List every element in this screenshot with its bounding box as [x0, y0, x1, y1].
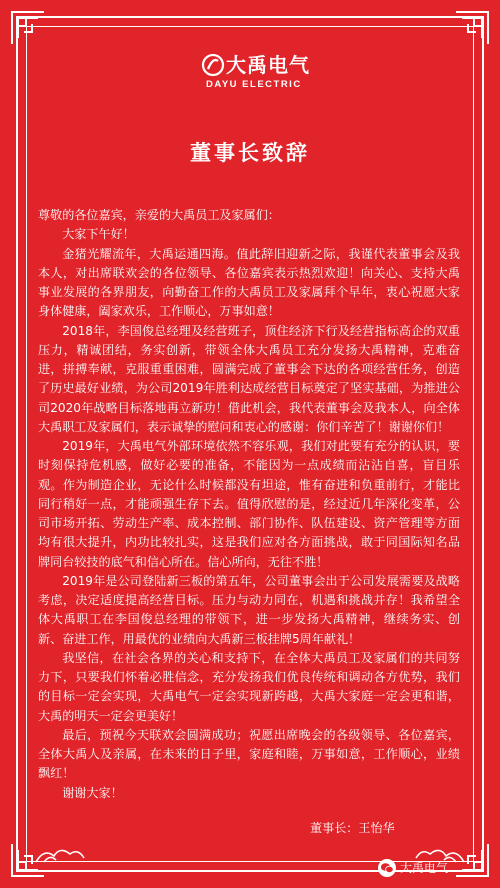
page-title: 董事长致辞: [190, 141, 310, 165]
paragraph: 2018年，李国俊总经理及经营班子，顶住经济下行及经营指标高企的双重压力，精诚团结，务实创新，带领全体大禹员工充分发扬大禹精神，克难奋进，拼搏奉献，克服重重困难，圆满完成了董事会下达的各项经营任务，创造了历史最好业绩，为公司2019年胜利达成经营目标奠定了坚实基础，为推进公司2020年战略目标落地再立新功！借此机会，我代表董事会及我本人，向全体大禹职工及家属们，表示诚挚的慰问和衷心的感谢：你们辛苦了！谢谢你们！: [38, 323, 460, 434]
company-logo: [200, 52, 340, 96]
corner-ornament-top-left-icon: [10, 10, 46, 46]
dayu-logo-mark-icon: [200, 52, 226, 78]
paragraph: 2019年，大禹电气外部环境依然不容乐观，我们对此要有充分的认识，要时刻保持危机感，做好必要的准备，不能因为一点成绩而沾沾自喜，盲目乐观。作为制造企业，无论什么时候都没有坦途，惟有奋进和负重前行，才能比同行稍好一点，才能顽强生存下去。值得欣慰的是，经过近几年深化变革，公司市场开拓、劳动生产率、成本控制、部门协作、队伍建设、资产管理等方面均有很大提升，内功比较扎实，这是我们应对各方面挑战，敢于同国际知名品牌同台较技的底气和信心所在。信心所向，无往不胜！: [38, 439, 460, 569]
wechat-icon: [378, 859, 396, 877]
signature: 董事长：王怡华: [310, 821, 395, 835]
logo-english-name: DAYU ELECTRIC: [206, 79, 302, 90]
paragraph-salutation: 尊敬的各位嘉宾，亲爱的大禹员工及家属们：: [38, 208, 280, 222]
paragraph: 最后，预祝今天联欢会圆满成功；祝愿出席晚会的各级领导、各位嘉宾，全体大禹人及亲属，在未来的日子里，家庭和睦，万事如意，工作顺心，业绩飘红！: [38, 727, 460, 781]
speech-body: [38, 206, 460, 803]
logo-chinese-name: 大禹电气: [226, 53, 310, 77]
paragraph-hello: 大家下午好！: [62, 227, 135, 242]
wechat-watermark: [378, 858, 448, 878]
paragraph-thanks: 谢谢大家！: [62, 785, 123, 800]
watermark-text: 大禹电气: [400, 861, 449, 875]
paragraph: 金猪光耀流年，大禹运通四海。值此辞旧迎新之际，我谨代表董事会及我本人，对出席联欢会的各位领导、各位嘉宾表示热烈欢迎！向关心、支持大禹事业发展的各界朋友，向勤奋工作的大禹员工及家属拜个早年，衷心祝愿大家身体健康，阖家欢乐，工作顺心，万事如意！: [38, 246, 460, 319]
corner-ornament-top-right-icon: [454, 10, 490, 46]
paragraph: 我坚信，在社会各界的关心和支持下，在全体大禹员工及家属们的共同努力下，只要我们怀着必胜信念，充分发扬我们优良传统和调动各方优势，我们的目标一定会实现，大禹电气一定会实现新跨越，大禹大家庭一定会更和谐，大禹的明天一定会更美好！: [38, 650, 460, 723]
cloud-ornament-icon: [34, 844, 124, 864]
paragraph: 2019年是公司登陆新三板的第五年，公司董事会出于公司发展需要及战略考虑，决定适度提高经营目标。压力与动力同在，机遇和挑战并存！我希望全体大禹职工在李国俊总经理的带领下，进一步发扬大禹精神，继续务实、创新、奋进工作，用最优的业绩向大禹新三板挂牌5周年献礼！: [38, 573, 460, 646]
